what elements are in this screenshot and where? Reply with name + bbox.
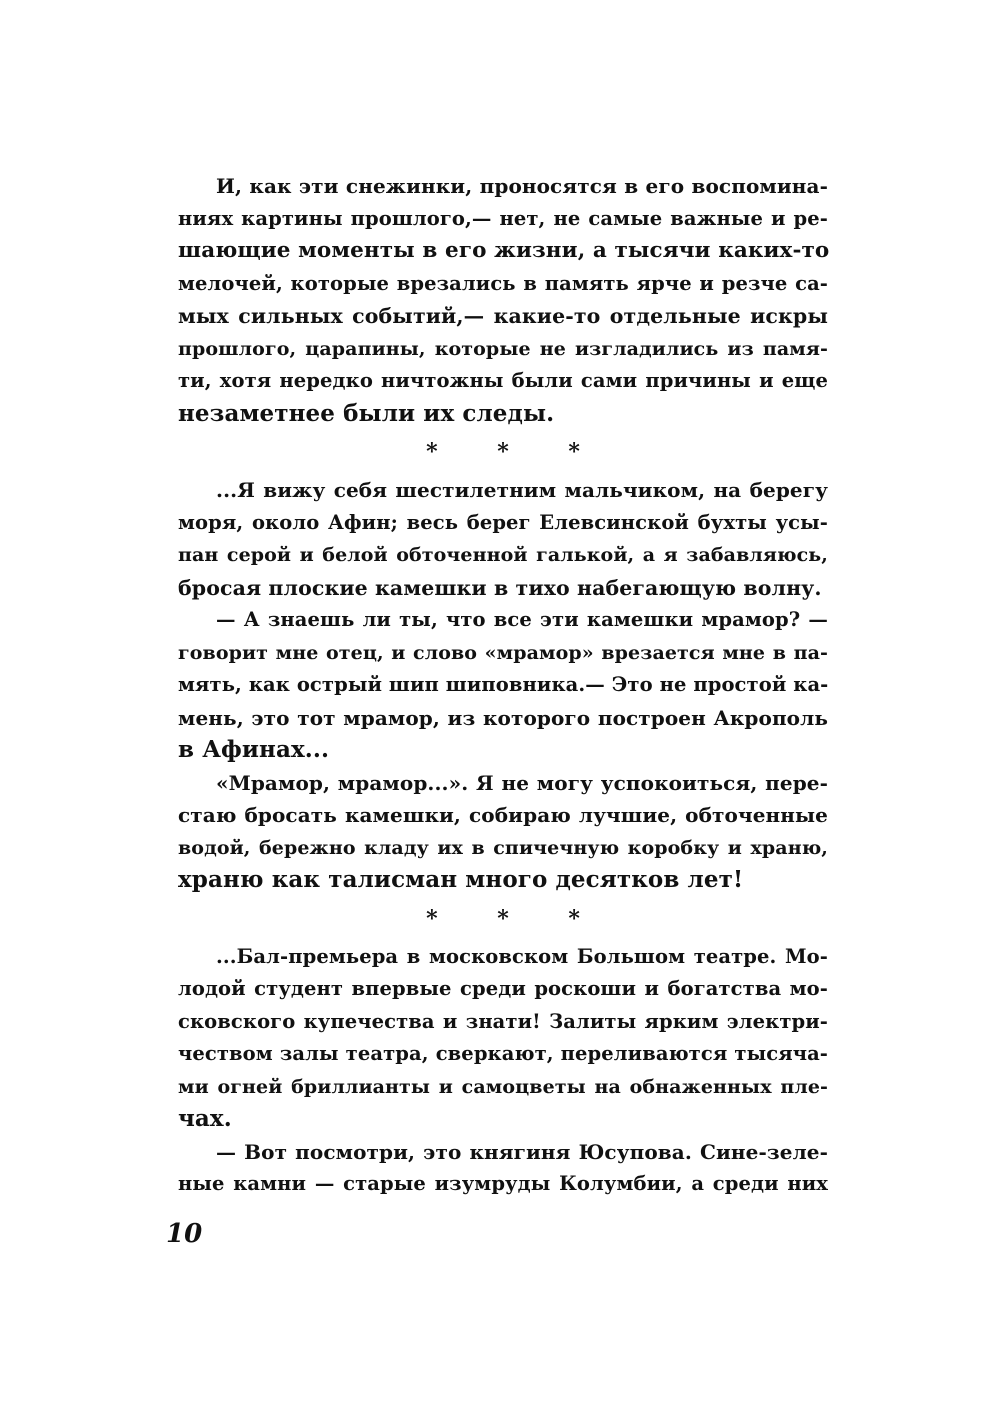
- text-line: чах.: [178, 1105, 232, 1132]
- text-line: ...Я вижу себя шестилетним мальчиком, на берегу: [216, 478, 828, 502]
- text-line: чеством залы театра, сверкают, переливаются тысяча-: [178, 1042, 828, 1065]
- text-line: ми огней бриллианты и самоцветы на обнаженных пле-: [178, 1075, 828, 1098]
- text-line: стаю бросать камешки, собираю лучшие, обточенные: [178, 803, 828, 827]
- text-line: бросая плоские камешки в тихо набегающую волну.: [178, 575, 822, 600]
- text-line: сковского купечества и знати! Залиты ярким электри-: [178, 1009, 828, 1033]
- paragraph-bolshoi-ball: [178, 941, 828, 1136]
- text-line: водой, бережно кладу их в спичечную коробку и храню,: [178, 836, 828, 859]
- text-line: шающие моменты в его жизни, а тысячи каких-то: [178, 238, 830, 263]
- text-line: ти, хотя нередко ничтожны были сами причины и еще: [178, 369, 828, 392]
- paragraph-snowflakes: [178, 170, 828, 430]
- text-line: мелочей, которые врезались в память ярче и резче са-: [178, 271, 828, 295]
- paragraph-yusupova: [178, 1136, 828, 1201]
- text-line: в Афинах...: [178, 736, 330, 763]
- text-line: храню как талисман много десятков лет!: [178, 866, 744, 893]
- text-line: мень, это тот мрамор, из которого построен Акрополь: [178, 705, 828, 730]
- paragraph-seashore: [178, 474, 828, 604]
- text-line: И, как эти снежинки, проносятся в его воспомина-: [216, 174, 828, 198]
- paragraph-marble: [178, 767, 828, 897]
- text-line: мять, как острый шип шиповника.— Это не простой ка-: [178, 673, 829, 696]
- text-line: «Мрамор, мрамор...». Я не могу успокоиться, пере-: [216, 770, 828, 795]
- text-line: незаметнее были их следы.: [178, 399, 555, 427]
- text-line: прошлого, царапины, которые не изгладились из памя-: [178, 337, 828, 360]
- text-line: мых сильных событий,— какие-то отдельные искры: [178, 304, 828, 328]
- section-separator: * * *: [426, 905, 606, 932]
- text-line: ные камни — старые изумруды Колумбии, а среди них: [178, 1172, 828, 1195]
- page-number: 10: [166, 1219, 203, 1249]
- text-line: ...Бал-премьера в московском Большом театре. Мо-: [216, 944, 828, 968]
- section-separator: * * *: [426, 439, 606, 465]
- page-body: [178, 170, 828, 1201]
- text-line: пан серой и белой обточенной галькой, а я забавляюсь,: [178, 544, 828, 566]
- text-line: ниях картины прошлого,— нет, не самые важные и ре-: [178, 206, 828, 230]
- text-line: лодой студент впервые среди роскоши и богатства мо-: [178, 977, 828, 1000]
- text-line: моря, около Афин; весь берег Елевсинской бухты усы-: [178, 510, 828, 534]
- text-line: — Вот посмотри, это княгиня Юсупова. Сине-зеле-: [216, 1139, 828, 1164]
- text-line: говорит мне отец, и слово «мрамор» врезается мне в па-: [178, 641, 828, 664]
- paragraph-father-dialogue: [178, 604, 828, 767]
- text-line: — А знаешь ли ты, что все эти камешки мрамор? —: [216, 608, 828, 631]
